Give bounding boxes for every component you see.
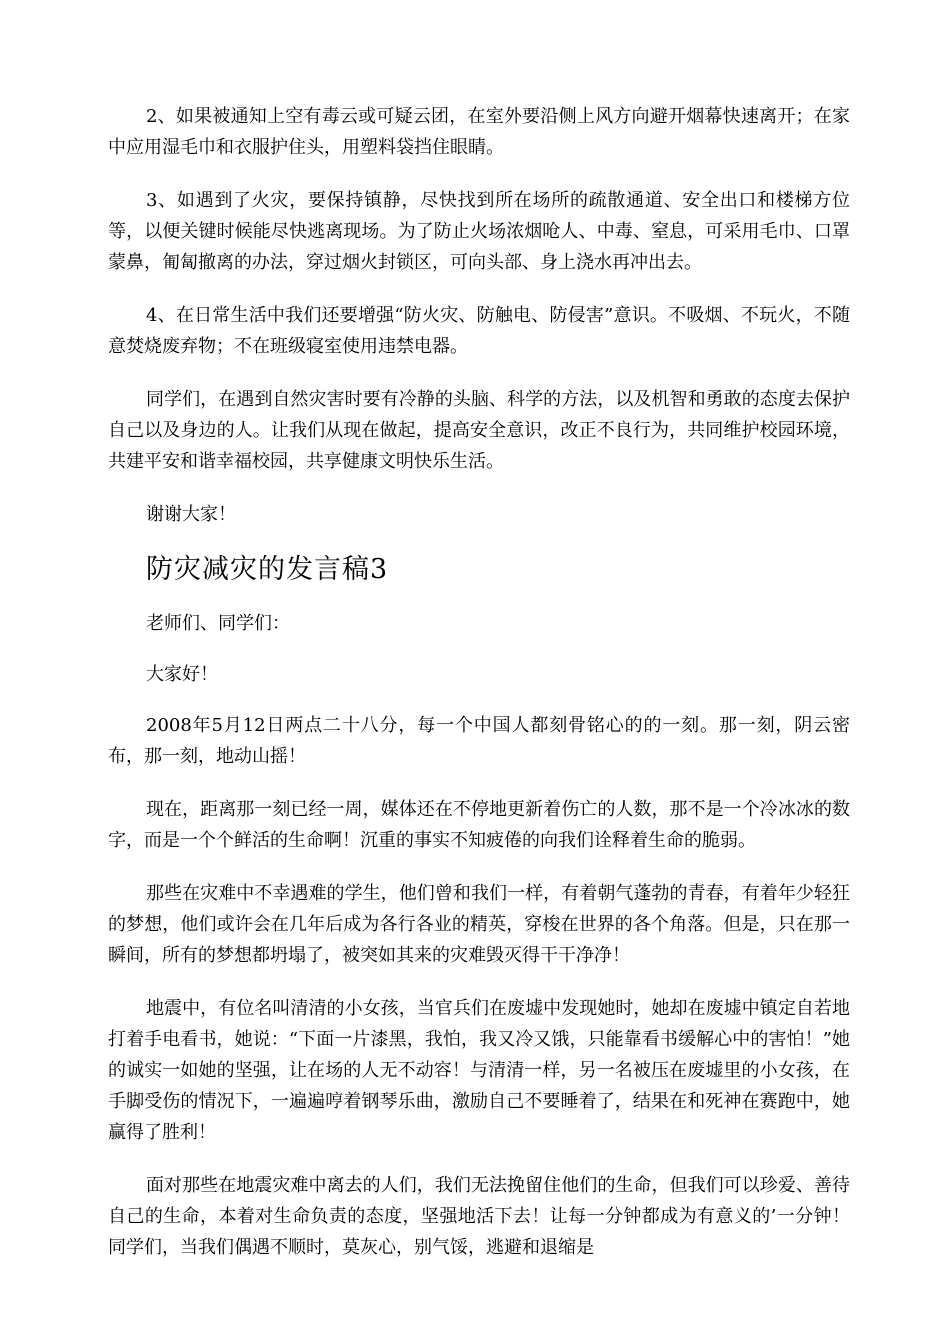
paragraph-students: 那些在灾难中不幸遇难的学生，他们曾和我们一样，有着朝气蓬勃的青春，有着年少轻狂的梦想，他们或许会在几年后成为各行各业的精英，穿梭在世界的各个角落。但是，只在那一瞬间，所有的梦想都坍塌了，被突如其来的灾难毁灭得干干净净！ — [108, 883, 850, 966]
paragraph-chemical-cloud: 2、如果被通知上空有毒云或可疑云团，在室外要沿侧上风方向避开烟幕快速离开；在家中应用湿毛巾和衣服护住头，用塑料袋挡住眼睛。 — [108, 106, 850, 158]
paragraph-salutation: 老师们、同学们： — [146, 613, 290, 634]
paragraph-closing-appeal: 同学们，在遇到自然灾害时要有冷静的头脑、科学的方法，以及机智和勇敢的态度去保护自己以及身边的人。让我们从现在做起，提高安全意识，改正不良行为，共同维护校园环境，共建平安和谐幸福校园，共享健康文明快乐生活。 — [108, 389, 850, 472]
paragraph-greeting: 大家好！ — [146, 664, 218, 685]
paragraph-one-week-later: 现在，距离那一刻已经一周，媒体还在不停地更新着伤亡的人数，那不是一个冷冰冰的数字，而是一个个鲜活的生命啊！沉重的事实不知疲倦的向我们诠释着生命的脆弱。 — [108, 799, 850, 851]
paragraph-date: 2008年5月12日两点二十八分，每一个中国人都刻骨铭心的的一刻。那一刻，阴云密布，那一刻，地动山摇！ — [108, 715, 850, 767]
document-page — [108, 101, 850, 1285]
paragraph-fire: 3、如遇到了火灾，要保持镇静，尽快找到所在场所的疏散通道、安全出口和楼梯方位等，以便关键时候能尽快逃离现场。为了防止火场浓烟呛人、中毒、窒息，可采用毛巾、口罩蒙鼻，匍匐撤离的办法，穿过烟火封锁区，可向头部、身上浇水再冲出去。 — [108, 190, 850, 273]
paragraph-cherish-life: 面对那些在地震灾难中离去的人们，我们无法挽留住他们的生命，但我们可以珍爱、善待自己的生命，本着对生命负责的态度，坚强地活下去！让每一分钟都成为有意义的’一分钟！同学们，当我们偶遇不顺时，莫灰心，别气馁，逃避和退缩是 — [108, 1175, 850, 1258]
paragraph-qingqing: 地震中，有位名叫清清的小女孩，当官兵们在废墟中发现她时，她却在废墟中镇定自若地打着手电看书，她说：“下面一片漆黑，我怕，我又冷又饿，只能靠看书缓解心中的害怕！”她的诚实一如她的坚强，让在场的人无不动容！与清清一样，另一名被压在废墟里的小女孩，在手脚受伤的情况下，一遍遍哼着钢琴乐曲，激励自己不要睡着了，结果在和死神在赛跑中，她赢得了胜利！ — [108, 998, 850, 1143]
paragraph-thanks: 谢谢大家！ — [146, 504, 236, 525]
section-heading: 防灾减灾的发言稿3 — [146, 554, 389, 585]
paragraph-daily-awareness: 4、在日常生活中我们还要增强“防火灾、防触电、防侵害”意识。不吸烟、不玩火，不随意焚烧废弃物；不在班级寝室使用违禁电器。 — [108, 305, 850, 357]
